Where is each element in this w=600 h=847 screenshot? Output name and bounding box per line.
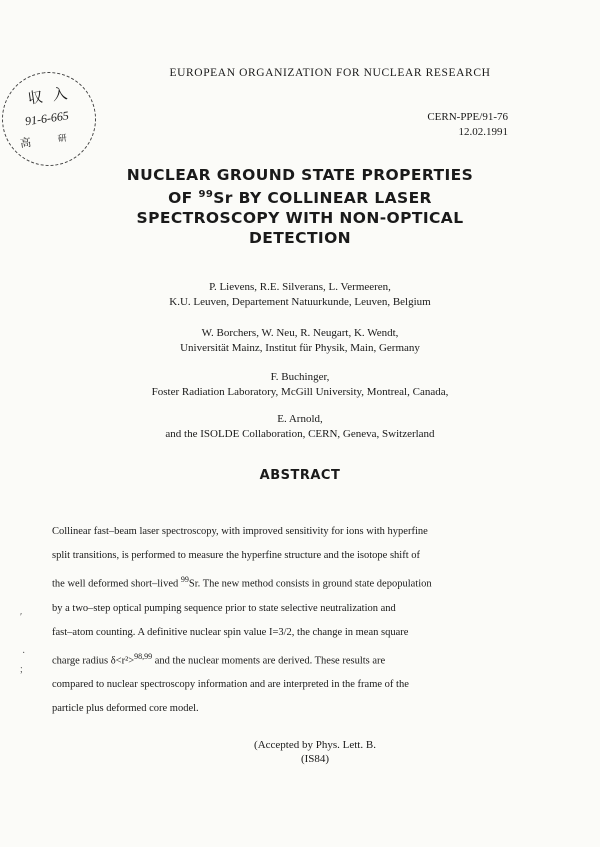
paper-title — [60, 165, 540, 248]
stamp-line-3: 高 — [19, 136, 32, 151]
margin-mark: · — [22, 648, 26, 659]
abstract-line: compared to nuclear spectroscopy information and are interpreted in the frame of the — [52, 679, 409, 690]
library-stamp — [0, 66, 102, 172]
abstract-line: charge radius δ<r²>$^{98,99}$ and the nuclear moments are derived. These results are — [52, 651, 386, 666]
title-line-4: DETECTION — [248, 229, 352, 248]
author-names: F. Buchinger, — [270, 371, 330, 383]
title-line-1: NUCLEAR GROUND STATE PROPERTIES — [126, 166, 474, 184]
author-group-4 — [60, 412, 540, 442]
isolde-code: (IS84) — [300, 753, 330, 765]
abstract-line: particle plus deformed core model. — [52, 703, 199, 714]
organization-header: EUROPEAN ORGANIZATION FOR NUCLEAR RESEARCH — [169, 67, 491, 79]
abstract-body — [52, 520, 542, 721]
abstract-line: by a two–step optical pumping sequence prior to state selective neutralization and — [52, 602, 396, 614]
author-affiliation: Foster Radiation Laboratory, McGill University, Montreal, Canada, — [151, 386, 449, 398]
author-group-1 — [60, 280, 540, 310]
author-names: P. Lievens, R.E. Silverans, L. Vermeeren, — [209, 281, 391, 293]
author-names: E. Arnold, — [277, 413, 323, 425]
author-names: W. Borchers, W. Neu, R. Neugart, K. Wendt, — [201, 327, 399, 339]
abstract-line: split transitions, is performed to measure the hyperfine structure and the isotope shift of — [52, 550, 420, 561]
abstract-line: fast–atom counting. A definitive nuclear spin value I=3/2, the change in mean square — [52, 626, 409, 638]
margin-mark: ; — [20, 664, 23, 675]
author-group-2 — [60, 326, 540, 356]
abstract-heading: ABSTRACT — [259, 468, 341, 483]
acceptance-note — [0, 738, 600, 766]
report-date: 12.02.1991 — [458, 126, 508, 138]
stamp-line-2: 91-6-665 — [24, 108, 70, 129]
report-number: CERN-PPE/91-76 — [427, 111, 508, 123]
margin-mark: ′ — [20, 612, 23, 623]
stamp-line-1: 収 入 — [26, 85, 72, 108]
author-group-3 — [60, 370, 540, 400]
author-affiliation: and the ISOLDE Collaboration, CERN, Geneva, Switzerland — [165, 428, 435, 440]
author-affiliation: K.U. Leuven, Departement Natuurkunde, Leuven, Belgium — [169, 296, 431, 308]
abstract-line: Collinear fast–beam laser spectroscopy, with improved sensitivity for ions with hyperfine — [52, 526, 428, 537]
title-line-2: OF $^{99}$Sr BY COLLINEAR LASER — [168, 189, 432, 208]
isotope-mass-number: 99 — [198, 189, 214, 200]
report-info — [427, 110, 508, 140]
author-affiliation: Universität Mainz, Institut für Physik, Main, Germany — [180, 342, 420, 354]
title-line-3: SPECTROSCOPY WITH NON-OPTICAL — [136, 209, 464, 228]
abstract-line: the well deformed short–lived $^{99}$Sr. The new method consists in ground state depopulation — [52, 575, 432, 590]
stamp-line-4: 研 — [57, 132, 68, 144]
accepted-journal: (Accepted by Phys. Lett. B. — [254, 739, 376, 751]
